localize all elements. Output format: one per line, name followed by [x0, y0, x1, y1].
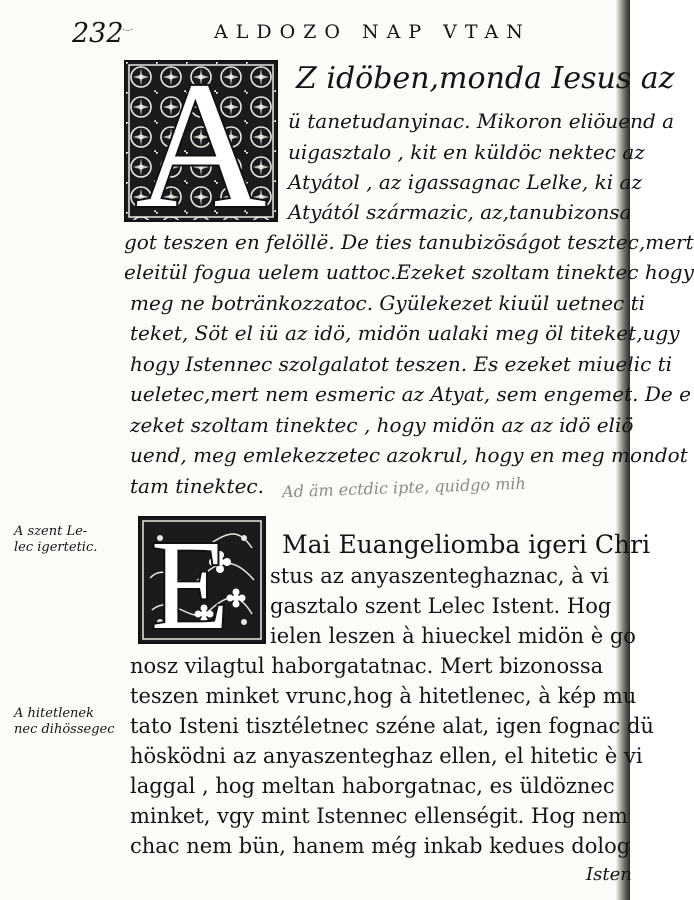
svg-text:E: E	[150, 514, 230, 656]
margin-note-line: nec dihössegec	[14, 722, 115, 737]
text-line: meg ne botränkozzatoc. Gyülekezet kiuül uetnec ti	[130, 291, 646, 315]
margin-note-line: A szent Le-	[14, 524, 88, 539]
text-line: chac nem bün, hanem még inkab kedues dolog	[130, 834, 631, 858]
text-line: ielen leszen à hiueckel midön è go	[270, 624, 636, 648]
header-ornament: ·–·	[122, 25, 134, 36]
text-line: stus az anyaszenteghaznac, à vi	[270, 564, 610, 588]
text-line: hogy Istennec szolgalatot teszen. Es ezeket miuelic ti	[130, 352, 673, 376]
text-line: hösködni az anyaszenteghaz ellen, el hitetic è vi	[130, 744, 643, 768]
page-header	[0, 12, 630, 48]
text-line: uend, meg emlekezzetec azokrul, hogy en meg mondot	[130, 443, 688, 467]
text-line: ueletec,mert nem esmeric az Atyat, sem engemet. De e	[130, 382, 691, 406]
text-line: teket, Söt el iü az idö, midön ualaki meg öl titeket,ugy	[130, 321, 680, 345]
text-line: nosz vilagtul haborgatatnac. Mert bizonossa	[130, 654, 604, 678]
initial-e-ornament-icon	[140, 514, 264, 656]
page-number: 232	[72, 18, 124, 49]
text-line: eleitül fogua uelem uattoc.Ezeket szoltam tinektec hogy	[124, 260, 694, 284]
text-line: minket, vgy mint Istennec ellenségit. Hog nem	[130, 804, 628, 828]
text-line: tato Isteni tisztéletnec széne alat, igen fognac dü	[130, 714, 654, 738]
text-line: teszen minket vrunc,hog à hitetlenec, à kép mu	[130, 684, 637, 708]
text-line: Atyátol , az igassagnac Lelke, ki az	[288, 170, 642, 194]
handwritten-annotation: Ad äm ectdic ipte, quidgo mih	[281, 473, 527, 502]
margin-note-line: lec igertetic.	[14, 540, 98, 555]
margin-note-line: A hitetlenek	[14, 706, 94, 721]
text-line: Atyától származic, az,tanubizonsa	[288, 200, 632, 224]
decorated-initial-a	[124, 45, 278, 246]
text-line: ü tanetudanyinac. Mikoron eliöuend a	[288, 109, 675, 133]
decorated-initial-e	[138, 514, 266, 656]
text-line: Mai Euangeliomba igeri Chri	[282, 530, 651, 559]
initial-a-ornament-icon	[126, 45, 276, 246]
text-line: Z idöben,monda Iesus az	[296, 61, 675, 96]
text-line: uigasztalo , kit en küldöc nektec az	[288, 140, 645, 164]
text-line: gasztalo szent Lelec Istent. Hog	[270, 594, 612, 618]
svg-text:A: A	[135, 45, 267, 246]
text-line: got teszen en felöllë. De ties tanubizöságot tesztec,mert	[124, 230, 694, 254]
margin-note	[14, 524, 126, 556]
running-head: ALDOZO NAP VTAN	[214, 21, 531, 43]
text-line: laggal , hog meltan haborgatnac, es üldöznec	[130, 774, 615, 798]
catchword: Isten	[586, 864, 632, 885]
text-line: tam tinektec.	[130, 474, 264, 498]
text-line: zeket szoltam tinektec , hogy midön az az idö eliö	[130, 413, 634, 437]
margin-note	[14, 706, 126, 738]
